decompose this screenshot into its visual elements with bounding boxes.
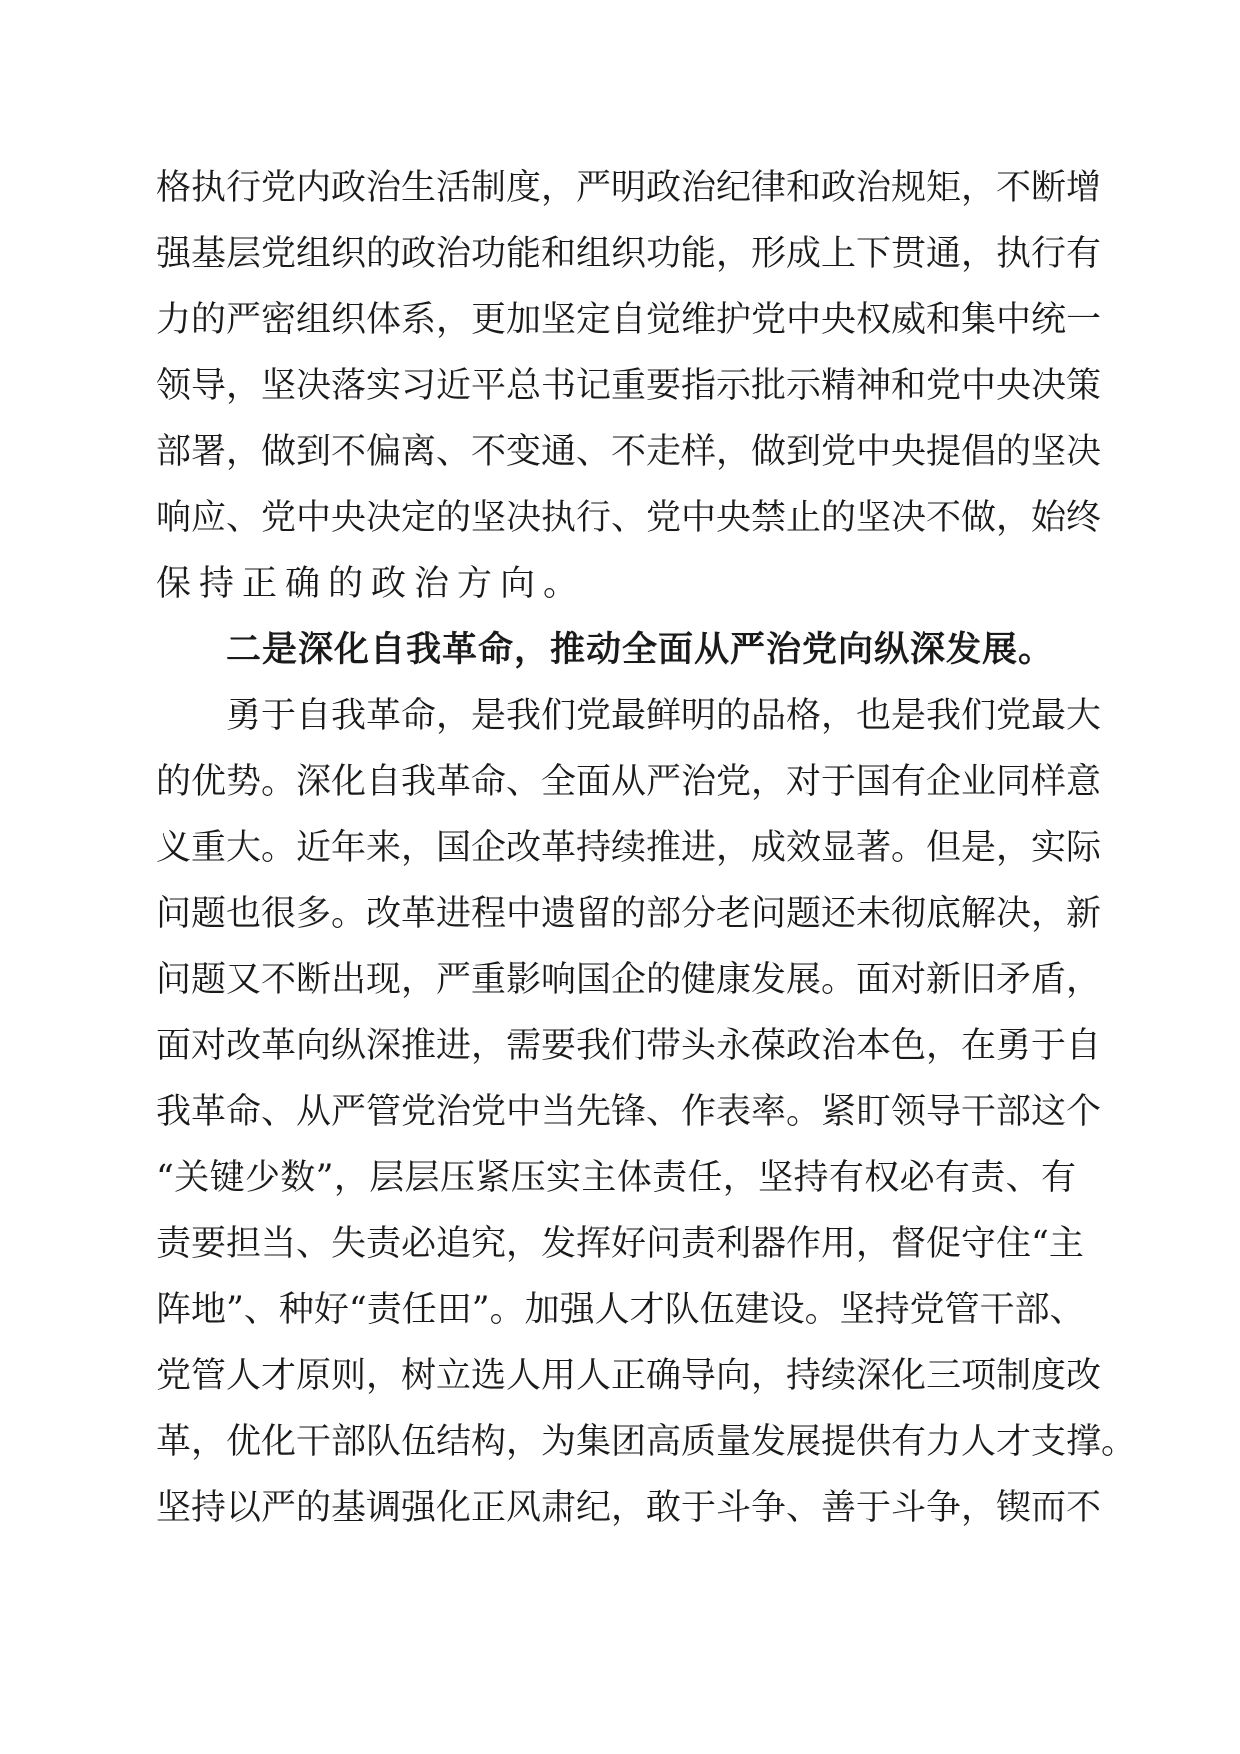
text-line: 的优势。深化自我革命、全面从严治党，对于国有企业同样意	[156, 762, 1102, 802]
text-line: 我革命、从严管党治党中当先锋、作表率。紧盯领导干部这个	[156, 1092, 1102, 1132]
text-line: 部署，做到不偏离、不变通、不走样，做到党中央提倡的坚决	[156, 432, 1102, 472]
text-line: 责要担当、失责必追究，发挥好问责利器作用，督促守住“主	[156, 1224, 1084, 1264]
text-line: 勇于自我革命，是我们党最鲜明的品格，也是我们党最大	[226, 696, 1102, 736]
text-line: 义重大。近年来，国企改革持续推进，成效显著。但是，实际	[156, 828, 1102, 868]
text-line: 革，优化干部队伍结构，为集团高质量发展提供有力人才支撑。	[156, 1422, 1137, 1462]
text-line: 保持正确的政治方向。	[156, 564, 587, 604]
text-line: 阵地”、种好“责任田”。加强人才队伍建设。坚持党管干部、	[156, 1290, 1085, 1330]
text-line: 领导，坚决落实习近平总书记重要指示批示精神和党中央决策	[156, 366, 1102, 406]
text-line: 坚持以严的基调强化正风肃纪，敢于斗争、善于斗争，锲而不	[156, 1488, 1102, 1528]
text-line: 问题也很多。改革进程中遗留的部分老问题还未彻底解决，新	[156, 894, 1102, 934]
text-line: 强基层党组织的政治功能和组织功能，形成上下贯通，执行有	[156, 234, 1102, 274]
text-line: 响应、党中央决定的坚决执行、党中央禁止的坚决不做，始终	[156, 498, 1102, 538]
section-heading: 二是深化自我革命，推动全面从严治党向纵深发展。	[226, 630, 1055, 670]
text-line: 面对改革向纵深推进，需要我们带头永葆政治本色，在勇于自	[156, 1026, 1102, 1066]
text-line: 力的严密组织体系，更加坚定自觉维护党中央权威和集中统一	[156, 300, 1102, 340]
text-line: 格执行党内政治生活制度，严明政治纪律和政治规矩，不断增	[156, 168, 1102, 208]
text-line: 党管人才原则，树立选人用人正确导向，持续深化三项制度改	[156, 1356, 1102, 1396]
text-line: 问题又不断出现，严重影响国企的健康发展。面对新旧矛盾，	[156, 960, 1102, 1000]
text-line: “关键少数”，层层压紧压实主体责任，坚持有权必有责、有	[156, 1158, 1076, 1198]
